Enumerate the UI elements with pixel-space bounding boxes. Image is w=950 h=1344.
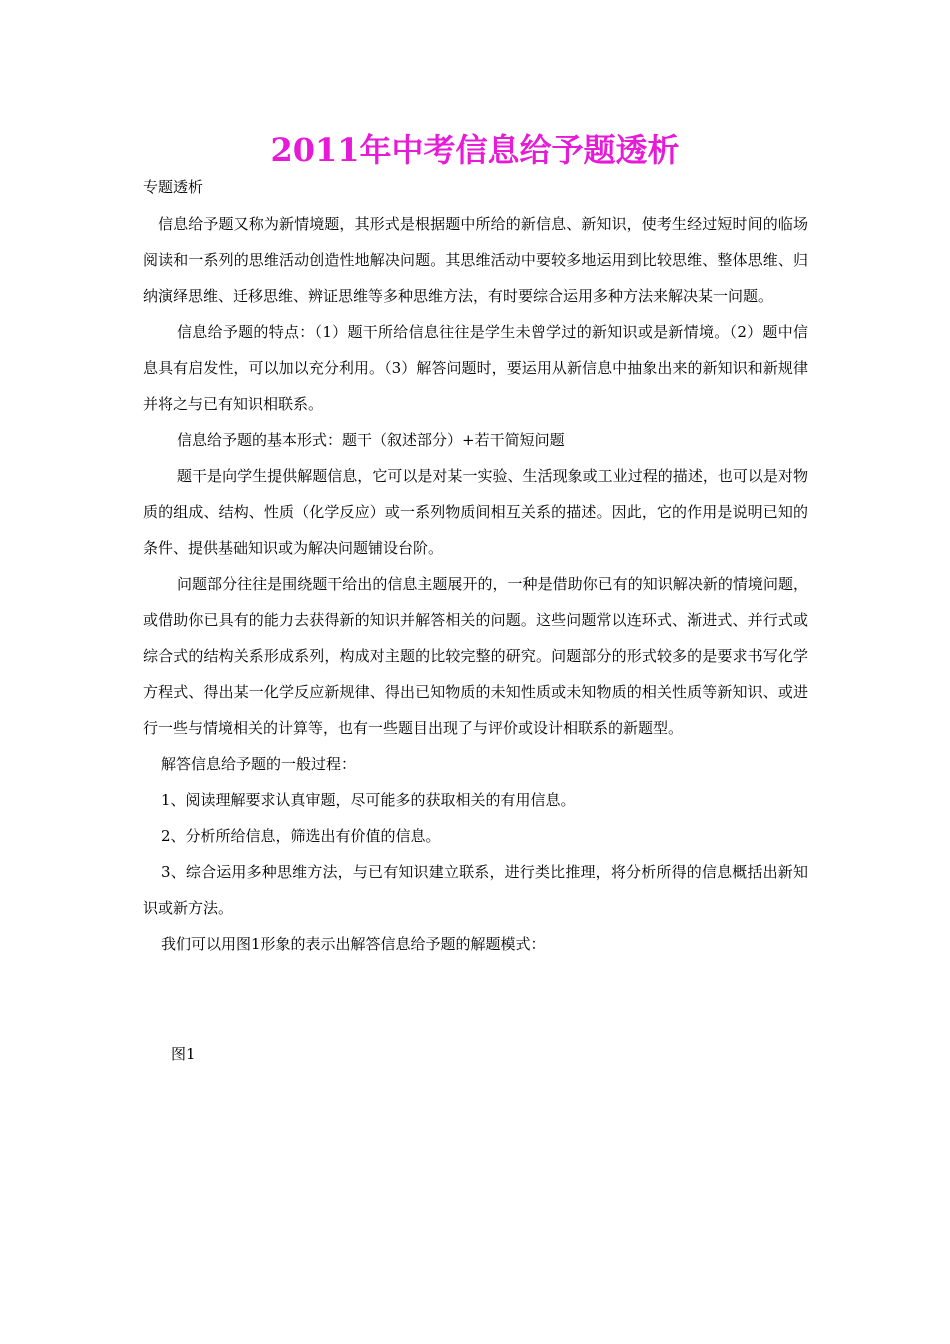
paragraph-process-heading: 解答信息给予题的一般过程： [161, 755, 357, 773]
list-item-step-3: 3、综合运用多种思维方法，与已有知识建立联系，进行类比推理，将分析所得的信息概括出新知识或新方法。 [143, 863, 808, 917]
paragraph-stem: 题干是向学生提供解题信息，它可以是对某一实验、生活现象或工业过程的描述，也可以是对物质的组成、结构、性质（化学反应）或一系列物质间相互关系的描述。因此，它的作用是说明已知的条件、提供基础知识或为解决问题铺设台阶。 [143, 467, 808, 557]
document-body [143, 206, 808, 962]
paragraph-questions: 问题部分往往是围绕题干给出的信息主题展开的，一种是借助你已有的知识解决新的情境问题，或借助你已具有的能力去获得新的知识并解答相关的问题。这些问题常以连环式、渐进式、并行式或综合式的结构关系形成系列，构成对主题的比较完整的研究。问题部分的形式较多的是要求书写化学方程式、得出某一化学反应新规律、得出已知物质的未知性质或未知物质的相关性质等新知识、或进行一些与情境相关的计算等，也有一些题目出现了与评价或设计相联系的新题型。 [143, 575, 808, 737]
paragraph-basic-form: 信息给予题的基本形式：题干（叙述部分）+若干简短问题 [177, 431, 565, 449]
document-title: 2011年中考信息给予题透析 [270, 131, 680, 169]
figure-label: 图1 [171, 1045, 196, 1063]
paragraph-intro: 信息给予题又称为新情境题，其形式是根据题中所给的新信息、新知识，使考生经过短时间的临场阅读和一系列的思维活动创造性地解决问题。其思维活动中要较多地运用到比较思维、整体思维、归纳演绎思维、迁移思维、辨证思维等多种思维方法，有时要综合运用多种方法来解决某一问题。 [143, 215, 808, 305]
section-label: 专题透析 [143, 178, 204, 196]
paragraph-figure-intro: 我们可以用图1形象的表示出解答信息给予题的解题模式： [161, 935, 546, 953]
list-item-step-1: 1、阅读理解要求认真审题，尽可能多的获取相关的有用信息。 [161, 791, 576, 809]
paragraph-characteristics: 信息给予题的特点：（1）题干所给信息往往是学生未曾学过的新知识或是新情境。（2）题中信息具有启发性，可以加以充分利用。（3）解答问题时，要运用从新信息中抽象出来的新知识和新规律并将之与已有知识相联系。 [143, 323, 808, 413]
list-item-step-2: 2、分析所给信息，筛选出有价值的信息。 [161, 827, 441, 845]
